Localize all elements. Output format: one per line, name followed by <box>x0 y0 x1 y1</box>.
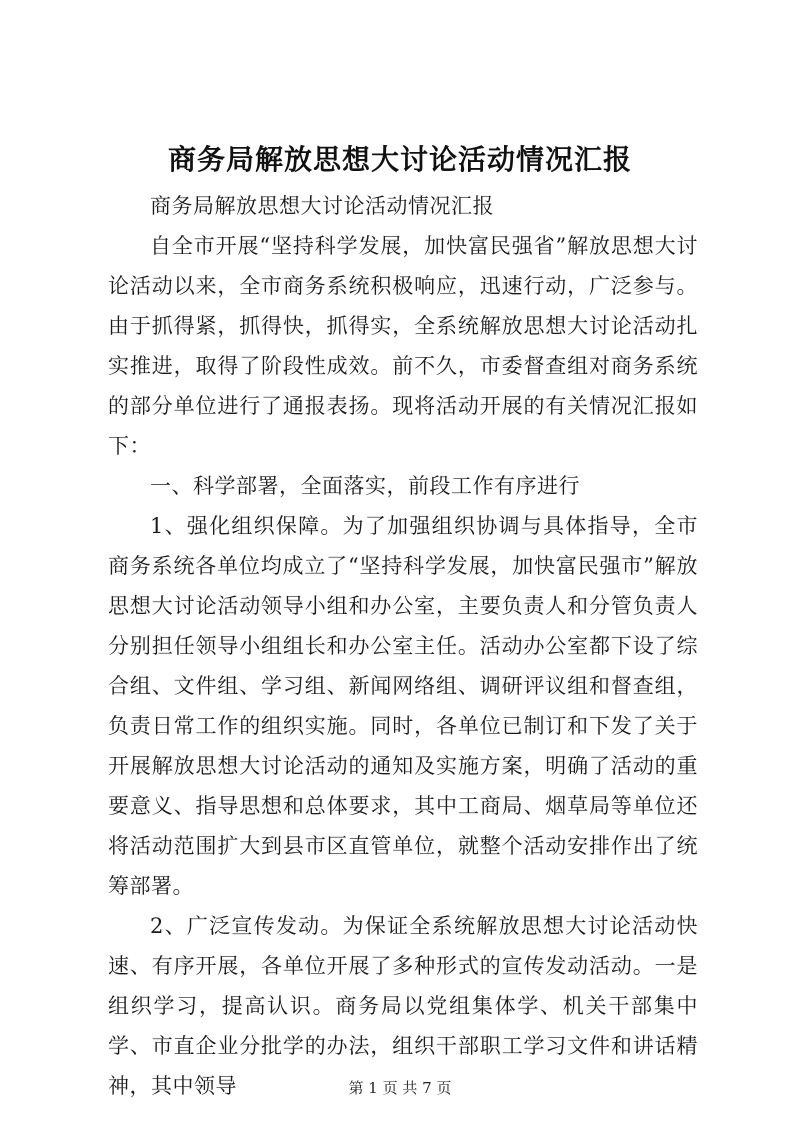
body-paragraph: 2、广泛宣传发动。为保证全系统解放思想大讨论活动快速、有序开展，各单位开展了多种形式的宣传发动活动。一是组织学习，提高认识。商务局以党组集体学、机关干部集中学、市直企业分批学的办法，组织干部职工学习文件和讲话精神，其中领导 <box>108 914 698 1098</box>
subtitle-paragraph: 商务局解放思想大讨论活动情况汇报 <box>150 194 494 218</box>
document-body <box>108 186 698 1106</box>
body-paragraph: 1、强化组织保障。为了加强组织协调与具体指导，全市商务系统各单位均成立了“坚持科学发展，加快富民强市”解放思想大讨论活动领导小组和办公室，主要负责人和分管负责人分别担任领导小组组长和办公室主任。活动办公室都下设了综合组、文件组、学习组、新闻网络组、调研评议组和督查组，负责日常工作的组织实施。同时，各单位已制订和下发了关于开展解放思想大讨论活动的通知及实施方案，明确了活动的重要意义、指导思想和总体要求，其中工商局、烟草局等单位还将活动范围扩大到县市区直管单位，就整个活动安排作出了统筹部署。 <box>108 514 698 898</box>
section-heading: 一、科学部署，全面落实，前段工作有序进行 <box>150 474 580 498</box>
intro-paragraph: 自全市开展“坚持科学发展，加快富民强省”解放思想大讨论活动以来，全市商务系统积极响应，迅速行动，广泛参与。由于抓得紧，抓得快，抓得实，全系统解放思想大讨论活动扎实推进，取得了阶段性成效。前不久，市委督查组对商务系统的部分单位进行了通报表扬。现将活动开展的有关情况汇报如下： <box>108 234 698 458</box>
page-number-footer: 第 1 页 共 7 页 <box>348 1079 452 1097</box>
document-title: 商务局解放思想大讨论活动情况汇报 <box>167 143 632 176</box>
